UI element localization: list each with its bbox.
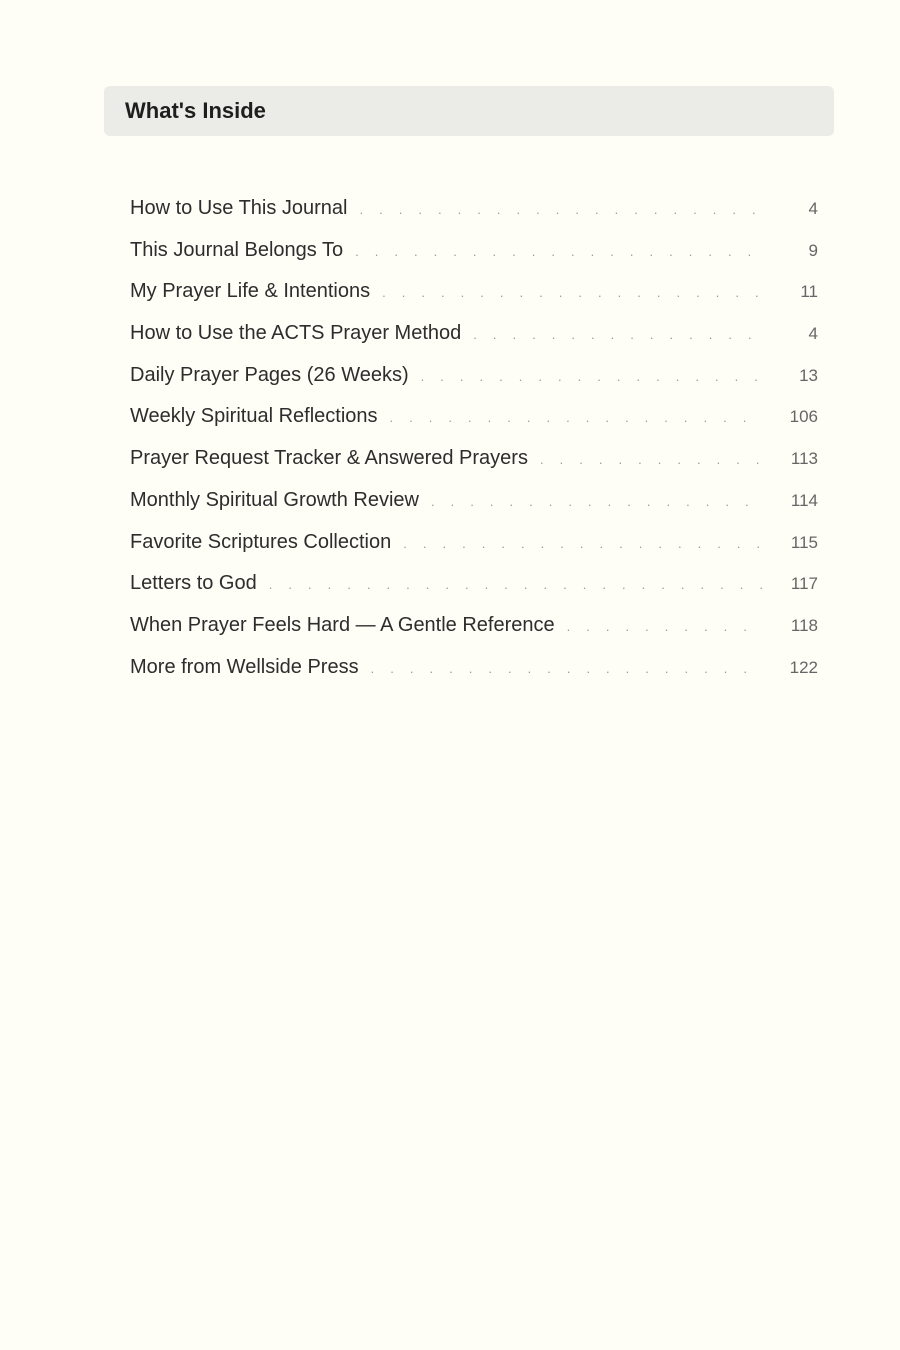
toc-entry-title: How to Use the ACTS Prayer Method [130,322,462,345]
toc-entry-page: 115 [790,532,818,552]
toc-entry-page: 4 [808,324,818,344]
toc-entry-title: When Prayer Feels Hard — A Gentle Reference [130,613,555,636]
toc-entry-title: Letters to God [130,572,257,595]
toc-entry-page: 13 [799,365,818,385]
toc-entry-title: This Journal Belongs To [130,238,344,261]
toc-entry-page: 11 [800,282,818,302]
toc-entry[interactable] [130,611,818,653]
toc-entry[interactable] [130,402,818,444]
toc-entry-page: 122 [789,657,818,677]
toc-entry[interactable] [130,444,818,486]
dot-leader [382,279,762,307]
dot-leader [421,363,762,391]
toc-entry-page: 113 [790,449,818,469]
dot-leader [540,446,762,474]
dot-leader [371,655,762,683]
toc-entry[interactable] [130,361,818,403]
toc-entry[interactable] [130,653,818,695]
dot-leader [360,196,763,224]
toc-entry-title: How to Use This Journal [130,197,348,219]
toc-entry[interactable] [130,528,818,570]
section-title: What's Inside [125,98,266,123]
toc-entry-title: Favorite Scriptures Collection [130,530,392,553]
dot-leader [473,321,762,349]
dot-leader [390,404,762,432]
toc-entry-title: Weekly Spiritual Reflections [130,405,378,428]
table-of-contents [130,194,818,694]
toc-entry-page: 9 [808,240,818,260]
toc-entry-page: 106 [789,407,818,427]
toc-entry[interactable] [130,319,818,361]
toc-entry-page: 4 [808,199,818,218]
toc-entry-page: 117 [790,574,818,594]
section-header [104,86,834,136]
dot-leader [567,613,762,641]
toc-entry-page: 114 [790,490,818,510]
toc-entry[interactable] [130,569,818,611]
toc-entry[interactable] [130,277,818,319]
toc-entry-title: My Prayer Life & Intentions [130,280,371,303]
dot-leader [269,571,762,599]
dot-leader [431,488,762,516]
toc-entry-title: Prayer Request Tracker & Answered Prayers [130,447,528,470]
toc-entry[interactable] [130,194,818,236]
toc-entry-title: Monthly Spiritual Growth Review [130,488,419,511]
toc-entry[interactable] [130,486,818,528]
toc-entry[interactable] [130,236,818,278]
toc-entry-page: 118 [790,615,818,635]
toc-entry-title: More from Wellside Press [130,655,359,678]
toc-entry-title: Daily Prayer Pages (26 Weeks) [130,363,409,386]
dot-leader [355,238,762,266]
dot-leader [403,530,762,558]
